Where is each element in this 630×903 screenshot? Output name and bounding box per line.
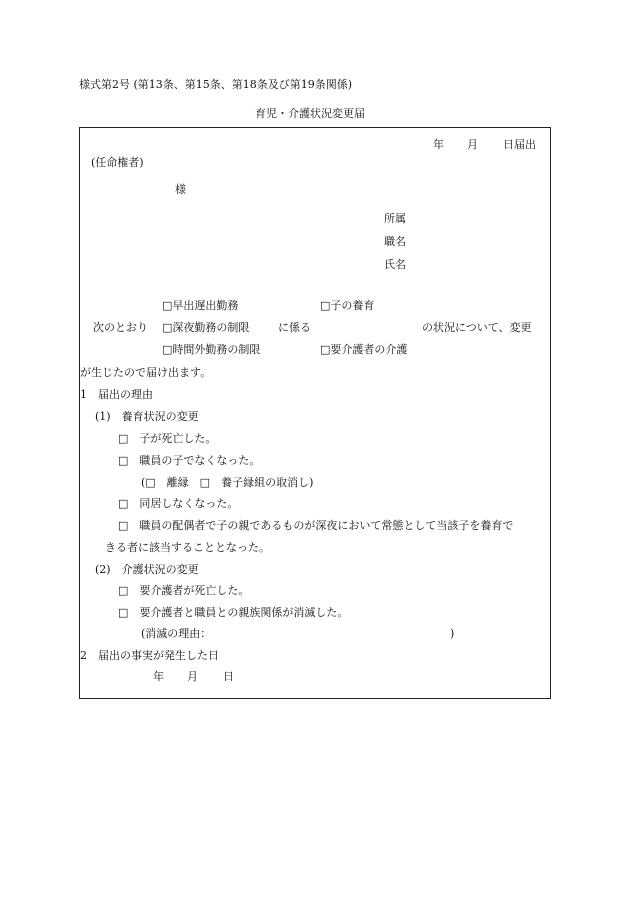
occurrence-year-label: 年 [153, 670, 164, 683]
reason-not-cohabiting[interactable]: □ 同居しなくなった。 [118, 497, 239, 510]
reason-child-deceased[interactable]: □ 子が死亡した。 [118, 432, 217, 445]
position-label: 職名 [384, 235, 406, 248]
reason-spouse-can-care[interactable]: □ 職員の配偶者で子の親であるものが深夜において常態として当該子を養育で [118, 519, 514, 532]
honorific-sama: 様 [175, 183, 186, 196]
reason-no-longer-child-detail[interactable]: (□ 離縁 □ 養子縁組の取消し) [141, 476, 314, 489]
document-title: 育児・介護状況変更届 [255, 107, 365, 120]
appointing-authority-label: (任命権者) [91, 156, 144, 169]
option-child-care[interactable]: □子の養育 [320, 299, 375, 312]
option-nursing-care[interactable]: □要介護者の介護 [320, 343, 408, 356]
reason-kinship-ended[interactable]: □ 要介護者と職員との親族関係が消滅した。 [118, 606, 349, 619]
date-year-label: 年 [433, 138, 444, 151]
reason-care-recipient-deceased[interactable]: □ 要介護者が死亡した。 [118, 584, 250, 597]
date-submitted-label: 日届出 [503, 138, 536, 151]
option-overtime-limit[interactable]: □時間外勤務の制限 [162, 343, 261, 356]
section2-heading: 2 届出の事実が発生した日 [80, 649, 219, 662]
extinction-reason-label: (消滅の理由： [141, 627, 212, 640]
statement-suffix: の状況について、変更 [422, 321, 532, 334]
option-night-work-limit[interactable]: □深夜勤務の制限 [162, 321, 250, 334]
date-month-label: 月 [467, 138, 478, 151]
section1-heading: 1 届出の理由 [80, 388, 153, 401]
form-number: 様式第2号 (第13条、第15条、第18条及び第19条関係) [79, 78, 353, 91]
extinction-reason-close: ) [450, 627, 455, 640]
option-early-late-shift[interactable]: □早出遅出勤務 [162, 299, 239, 312]
name-label: 氏名 [384, 258, 406, 271]
reason-spouse-can-care-cont: きる者に該当することとなった。 [105, 541, 270, 554]
reason-no-longer-child[interactable]: □ 職員の子でなくなった。 [118, 454, 261, 467]
statement-continuation: が生じたので届け出ます。 [80, 366, 212, 379]
section1-sub2-heading: (2) 介護状況の変更 [95, 563, 199, 576]
occurrence-month-label: 月 [187, 670, 198, 683]
statement-prefix: 次のとおり [93, 321, 148, 334]
statement-connector: に係る [278, 321, 311, 334]
section1-sub1-heading: (1) 養育状況の変更 [95, 410, 199, 423]
affiliation-label: 所属 [384, 212, 406, 225]
occurrence-day-label: 日 [223, 670, 234, 683]
